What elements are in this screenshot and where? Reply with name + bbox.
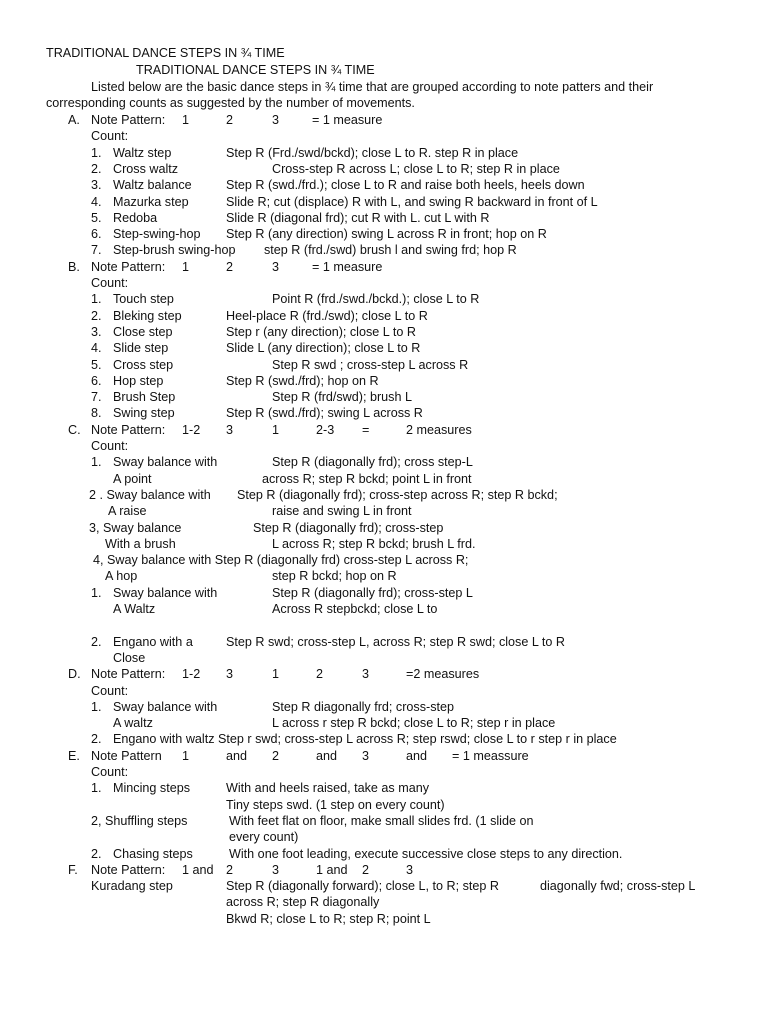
text-segment: 2 . Sway balance with: [89, 487, 211, 502]
text-segment: Step r (any direction); close L to R: [226, 324, 416, 339]
text-segment: 4.: [91, 194, 102, 209]
text-segment: 1: [182, 259, 190, 274]
text-segment: 5.: [91, 210, 102, 225]
text-segment: Count:: [91, 276, 129, 290]
text-segment: Step R (Frd./swd/bckd); close L to R. step R in place: [226, 145, 519, 160]
text-segment: 4.: [91, 341, 102, 356]
text-segment: 1.: [91, 292, 102, 307]
intro-line-1: Listed below are the basic dance steps in ¾ time that are grouped according to note patters and their: [91, 80, 654, 94]
text-segment: 2-3: [316, 422, 335, 437]
text-segment: Slide step: [113, 341, 169, 356]
text-segment: C.: [68, 422, 81, 437]
text-segment: =: [362, 422, 370, 437]
text-segment: 3: [362, 748, 370, 763]
text-segment: 2: [226, 259, 234, 274]
text-segment: 2, Shuffling steps: [91, 813, 188, 828]
text-segment: A waltz: [113, 716, 153, 731]
text-segment: 1.: [91, 455, 102, 470]
text-segment: 7.: [91, 390, 102, 405]
text-segment: 2: [272, 748, 280, 763]
text-segment: Mincing steps: [113, 781, 190, 796]
text-segment: Step R (swd./frd.); close L to R and raise both heels, heels down: [226, 178, 585, 193]
text-segment: A hop: [105, 569, 138, 584]
text-segment: 2.: [91, 634, 102, 649]
text-segment: 2.: [91, 308, 102, 323]
text-segment: Hop step: [113, 373, 164, 388]
text-segment: 1.: [91, 699, 102, 714]
text-segment: Step R swd; cross-step L, across R; step R swd; close L to R: [226, 634, 565, 649]
text-segment: With and heels raised, take as many: [226, 781, 430, 796]
text-segment: Slide R; cut (displace) R with L, and swing R backward in front of L: [226, 194, 598, 209]
text-segment: 1 and: [316, 862, 348, 877]
text-segment: 6.: [91, 227, 102, 242]
text-segment: Step-swing-hop: [113, 227, 201, 242]
text-segment: Cross-step R across L; close L to R; step R in place: [272, 161, 560, 176]
text-segment: and: [406, 748, 428, 763]
text-segment: 1-2: [182, 667, 201, 682]
text-segment: 7.: [91, 243, 102, 258]
text-segment: Step R diagonally frd; cross-step: [272, 699, 454, 714]
text-segment: Swing step: [113, 406, 175, 421]
text-segment: 3, Sway balance: [89, 520, 182, 535]
text-segment: 8.: [91, 406, 102, 421]
text-segment: Note Pattern:: [91, 667, 166, 682]
text-segment: Mazurka step: [113, 194, 189, 209]
text-segment: With one foot leading, execute successive close steps to any direction.: [229, 846, 623, 861]
text-segment: 1-2: [182, 422, 201, 437]
text-segment: Step R (swd./frd); swing L across R: [226, 406, 423, 421]
document-subtitle: TRADITIONAL DANCE STEPS IN ¾ TIME: [136, 63, 375, 77]
text-segment: 2: [362, 862, 370, 877]
text-segment: Brush Step: [113, 390, 176, 405]
text-segment: Heel-place R (frd./swd); close L to R: [226, 308, 428, 323]
text-segment: Slide R (diagonal frd); cut R with L. cut L with R: [226, 210, 490, 225]
text-segment: 4, Sway balance with Step R (diagonally frd) cross-step L across R;: [93, 553, 469, 568]
text-segment: Across R stepbckd; close L to: [272, 602, 438, 616]
text-segment: A.: [68, 113, 80, 127]
text-segment: Step R (diagonally forward); close L, to R; step R: [226, 879, 499, 894]
text-segment: 1.: [91, 781, 102, 796]
text-segment: Sway balance with: [113, 699, 218, 714]
text-segment: Close: [113, 650, 146, 665]
text-segment: Sway balance with: [113, 585, 218, 600]
text-segment: 1.: [91, 585, 102, 600]
text-segment: Tiny steps swd. (1 step on every count): [226, 797, 445, 812]
intro-line-2: corresponding counts as suggested by the number of movements.: [46, 96, 415, 110]
text-segment: Step R (any direction) swing L across R in front; hop on R: [226, 227, 547, 242]
text-segment: 1: [272, 422, 280, 437]
text-segment: diagonally fwd; cross-step L: [540, 879, 696, 894]
text-segment: Cross step: [113, 357, 174, 372]
text-segment: L across R; step R bckd; brush L frd.: [272, 536, 476, 551]
text-segment: 2.: [91, 161, 102, 176]
text-segment: Chasing steps: [113, 846, 193, 861]
text-segment: every count): [229, 830, 299, 845]
text-segment: Kuradang step: [91, 879, 173, 894]
text-segment: 2: [316, 667, 324, 682]
text-segment: A raise: [108, 504, 147, 519]
text-segment: A point: [113, 471, 152, 486]
text-segment: 1 and: [182, 862, 214, 877]
text-segment: Waltz balance: [113, 178, 192, 193]
text-segment: Step R (diagonally frd); cross-step L: [272, 585, 473, 600]
text-segment: L across r step R bckd; close L to R; step r in place: [272, 716, 556, 731]
text-segment: 3: [226, 667, 234, 682]
text-segment: 3.: [91, 178, 102, 193]
text-segment: 3: [226, 422, 234, 437]
text-segment: 5.: [91, 357, 102, 372]
text-segment: Cross waltz: [113, 161, 179, 176]
text-segment: 3: [406, 862, 414, 877]
document-title: TRADITIONAL DANCE STEPS IN ¾ TIME: [46, 46, 285, 60]
text-segment: Engano with waltz Step r swd; cross-step L across R; step rswd; close L to r step r in place: [113, 732, 617, 747]
text-segment: 3.: [91, 324, 102, 339]
text-segment: 3: [272, 862, 280, 877]
text-segment: step R bckd; hop on R: [272, 569, 397, 584]
text-segment: Touch step: [113, 292, 174, 307]
text-segment: across R; step R diagonally: [226, 895, 380, 910]
text-segment: Bleking step: [113, 308, 182, 323]
text-segment: 3: [272, 259, 280, 274]
text-segment: 2 measures: [406, 422, 472, 437]
text-segment: 2.: [91, 732, 102, 747]
text-segment: Point R (frd./swd./bckd.); close L to R: [272, 292, 480, 307]
text-segment: Engano with a: [113, 634, 193, 649]
text-segment: D.: [68, 667, 81, 682]
text-segment: =2 measures: [406, 667, 480, 682]
text-segment: With a brush: [105, 536, 176, 551]
text-segment: Step R (diagonally frd); cross step-L: [272, 455, 473, 470]
text-segment: 3: [272, 113, 280, 127]
text-segment: Sway balance with: [113, 455, 218, 470]
text-segment: Step R (diagonally frd); cross-step: [253, 520, 444, 535]
text-segment: step R (frd./swd) brush l and swing frd; hop R: [264, 243, 517, 258]
text-segment: 6.: [91, 373, 102, 388]
text-segment: 1: [182, 113, 190, 127]
text-segment: Count:: [91, 439, 129, 453]
text-segment: 2: [226, 862, 234, 877]
text-segment: F.: [68, 862, 78, 877]
text-segment: 1.: [91, 145, 102, 160]
text-segment: Bkwd R; close L to R; step R; point L: [226, 911, 431, 926]
text-segment: With feet flat on floor, make small slides frd. (1 slide on: [229, 813, 534, 828]
text-segment: 3: [362, 667, 370, 682]
text-segment: across R; step R bckd; point L in front: [262, 471, 472, 486]
text-segment: Note Pattern:: [91, 422, 166, 437]
text-segment: B.: [68, 259, 80, 274]
text-segment: Step R (frd/swd); brush L: [272, 390, 412, 405]
text-segment: Step R swd ; cross-step L across R: [272, 357, 469, 372]
text-segment: E.: [68, 748, 80, 763]
text-segment: 1: [272, 667, 280, 682]
text-segment: Redoba: [113, 210, 158, 225]
text-segment: 2: [226, 113, 234, 127]
text-segment: Step-brush swing-hop: [113, 243, 236, 258]
text-segment: Note Pattern: [91, 748, 162, 763]
text-segment: Count:: [91, 129, 129, 144]
text-segment: and: [226, 748, 248, 763]
text-segment: Step R (diagonally frd); cross-step across R; step R bckd;: [237, 487, 558, 502]
text-segment: A Waltz: [113, 602, 156, 616]
text-segment: Slide L (any direction); close L to R: [226, 341, 421, 356]
text-segment: = 1 measure: [312, 113, 383, 127]
text-segment: Note Pattern:: [91, 862, 166, 877]
text-segment: and: [316, 748, 338, 763]
text-segment: = 1 measure: [312, 259, 383, 274]
text-segment: 1: [182, 748, 190, 763]
text-segment: Count:: [91, 683, 129, 698]
text-segment: Waltz step: [113, 145, 172, 160]
text-segment: raise and swing L in front: [272, 504, 412, 519]
text-segment: = 1 meassure: [452, 748, 529, 763]
text-segment: Note Pattern:: [91, 113, 166, 127]
text-segment: 2.: [91, 846, 102, 861]
text-segment: Close step: [113, 324, 173, 339]
text-segment: Note Pattern:: [91, 259, 166, 274]
text-segment: Count:: [91, 765, 129, 779]
text-segment: Step R (swd./frd); hop on R: [226, 373, 379, 388]
